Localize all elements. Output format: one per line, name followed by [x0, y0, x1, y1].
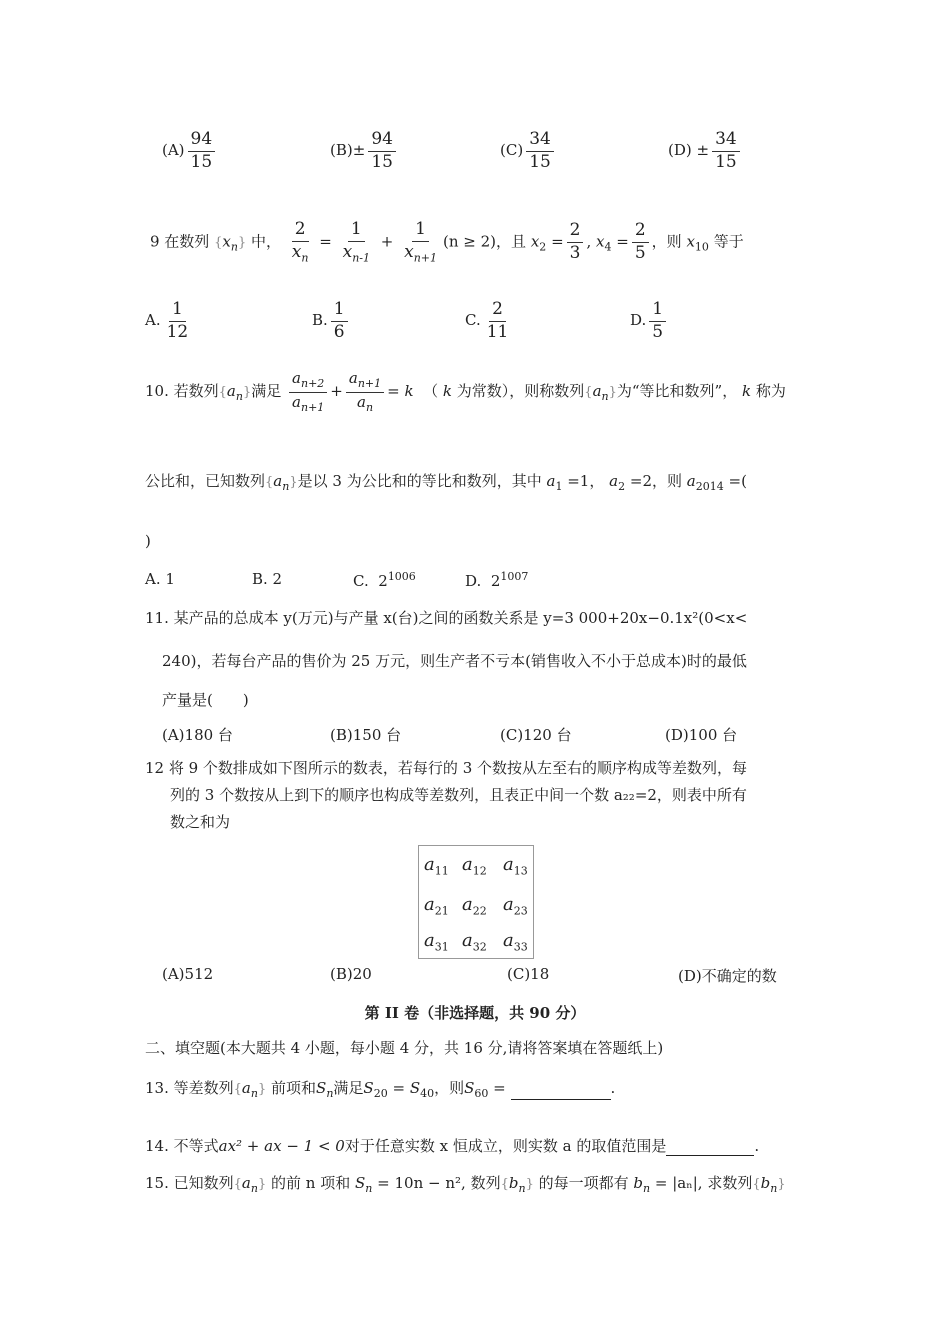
- q14: 14. 不等式ax² + ax − 1 < 0对于任意实数 x 恒成立，则实数 a 的取值范围是 .: [145, 1137, 760, 1155]
- q11-option-c: (C)120 台: [500, 726, 572, 744]
- q11-line3: 产量是( ): [162, 691, 249, 709]
- q10-option-b: B. 2: [252, 570, 283, 588]
- q8-option-d: (D) ± $\frac{34}{15}$: [668, 130, 743, 172]
- q15: 15. 已知数列$\{a_n\}$ 的前 n 项和 $S_n = 10n - n^2$, 数列$\{b_n\}$ 的每一项都有 $b_n = |a_n|$, 求数列$\{b_n\}$: [145, 1174, 786, 1195]
- q9-option-a: A. $\frac{1}{12}$: [145, 299, 189, 342]
- q14-answer-blank[interactable]: [666, 1155, 754, 1156]
- q12-option-d: (D)不确定的数: [678, 967, 777, 985]
- matrix-cell: $a_{23}$: [503, 894, 528, 918]
- section-header: 二、填空题(本大题共 4 小题，每小题 4 分，共 16 分,请将答案填在答题纸上): [145, 1039, 664, 1057]
- q12-option-b: (B)20: [330, 965, 372, 983]
- q10-option-d: D. $2^{1007}$: [465, 570, 529, 590]
- q11-option-d: (D)100 台: [665, 726, 738, 744]
- matrix-cell: $a_{21}$: [424, 894, 449, 918]
- matrix-cell: $a_{22}$: [462, 894, 487, 918]
- q10-option-a: A. 1: [145, 570, 175, 588]
- q10-option-c: C. $2^{1006}$: [353, 570, 416, 590]
- number-matrix: [418, 845, 534, 959]
- q9-option-d: D. $\frac{1}{5}$: [630, 300, 669, 342]
- q12-line3: 数之和为: [170, 813, 231, 831]
- q11-option-a: (A)180 台: [162, 726, 233, 744]
- q13: 13. 等差数列$\{a_n\}$ 前项和$S_n$满足$S_{20} = S_{40}$，则$S_{60}$ = .: [145, 1079, 616, 1100]
- matrix-cell: $a_{13}$: [503, 854, 528, 878]
- matrix-cell: $a_{33}$: [503, 930, 528, 954]
- matrix-cell: $a_{12}$: [462, 854, 487, 878]
- matrix-cell: $a_{32}$: [462, 930, 487, 954]
- q10-line2: 公比和，已知数列$\{a_n\}$是以 3 为公比和的等比和数列，其中 $a_1 =1$， $a_2 =2$，则 $a_{2014}$ =(: [145, 472, 747, 493]
- q12-option-c: (C)18: [507, 965, 550, 983]
- matrix-cell: $a_{11}$: [424, 854, 449, 878]
- q8-option-c: (C) $\frac{34}{15}$: [500, 130, 557, 172]
- q11-option-b: (B)150 台: [330, 726, 402, 744]
- q11-line2: 240)，若每台产品的售价为 25 万元，则生产者不亏本(销售收入不小于总成本)时的最低: [162, 652, 747, 670]
- q8-option-a: (A) $\frac{94}{15}$: [162, 130, 218, 172]
- matrix-cell: $a_{31}$: [424, 930, 449, 954]
- q10-line1: 10. 若数列$\{a_n\}$满足 $\frac{a_{n+2}}{a_{n+1}}$ + $\frac{a_{n+1}}{a_n}$ = k （ k 为常数），则称数列$\{a_n\}$为“等比和数列”， k 称为: [145, 369, 786, 414]
- q8-option-b: (B)± $\frac{94}{15}$: [330, 130, 399, 172]
- q12-option-a: (A)512: [162, 965, 214, 983]
- q9-stem: 9 在数列 $\{x_n\}$ 中， $\frac{2}{x_n}$ = $\frac{1}{x_{n-1}}$ + $\frac{1}{x_{n+1}}$ (n ≥ 2)，且 $x_2$ = $\frac{2}{3}$ , $x_4$ = $\frac{2}{5}$ ，则 $x_{10}$ 等于: [150, 219, 744, 264]
- q9-option-b: B. $\frac{1}{6}$: [312, 300, 351, 342]
- q12-line2: 列的 3 个数按从上到下的顺序也构成等差数列，且表正中间一个数 a₂₂=2，则表中所有: [170, 786, 747, 804]
- q11-line1: 11. 某产品的总成本 y(万元)与产量 x(台)之间的函数关系是 y=3 000+20x−0.1x²(0<x<: [145, 609, 748, 627]
- q13-answer-blank[interactable]: [511, 1099, 611, 1100]
- q10-close-paren: ): [145, 532, 151, 550]
- q9-frac-left: $\frac{2}{x_n}$: [291, 219, 309, 264]
- q12-line1: 12 将 9 个数排成如下图所示的数表，若每行的 3 个数按从左至右的顺序构成等差数列，每: [145, 759, 748, 777]
- part2-title: 第 II 卷（非选择题，共 90 分）: [364, 1004, 586, 1022]
- q9-option-c: C. $\frac{2}{11}$: [465, 299, 509, 342]
